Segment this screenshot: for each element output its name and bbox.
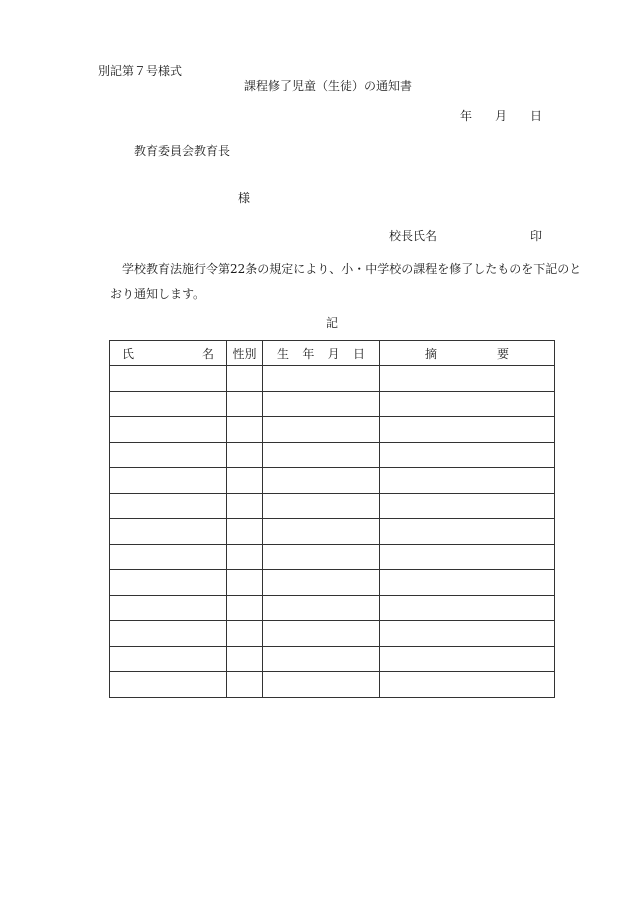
sex-cell xyxy=(227,391,263,417)
table-row xyxy=(110,468,555,494)
name-cell xyxy=(110,595,227,621)
notes-cell xyxy=(380,672,555,698)
sex-cell xyxy=(227,519,263,545)
birthdate-cell xyxy=(263,366,380,392)
table-row xyxy=(110,519,555,545)
header-dob-char: 年 xyxy=(302,346,315,361)
body-text-line-1: 学校教育法施行令第22条の規定により、小・中学校の課程を修了したものを下記のと xyxy=(122,262,582,276)
table-row xyxy=(110,646,555,672)
notes-cell xyxy=(380,391,555,417)
table-row xyxy=(110,366,555,392)
table-row xyxy=(110,672,555,698)
birthdate-cell xyxy=(263,391,380,417)
sex-cell xyxy=(227,366,263,392)
header-sex: 性別 xyxy=(227,341,263,366)
notes-cell xyxy=(380,544,555,570)
birthdate-cell xyxy=(263,570,380,596)
sex-cell xyxy=(227,417,263,443)
table-row xyxy=(110,391,555,417)
date-month: 月 xyxy=(495,109,508,123)
header-name-char: 氏 xyxy=(122,346,135,361)
notes-cell xyxy=(380,621,555,647)
notes-cell xyxy=(380,646,555,672)
notes-cell xyxy=(380,442,555,468)
name-cell xyxy=(110,391,227,417)
header-dob-char: 月 xyxy=(327,346,340,361)
birthdate-cell xyxy=(263,493,380,519)
name-cell xyxy=(110,442,227,468)
birthdate-cell xyxy=(263,595,380,621)
birthdate-cell xyxy=(263,672,380,698)
header-dob-char: 生 xyxy=(277,346,290,361)
date-day: 日 xyxy=(530,109,543,123)
notes-cell xyxy=(380,493,555,519)
form-number: 別記第７号様式 xyxy=(98,64,183,78)
sex-cell xyxy=(227,595,263,621)
birthdate-cell xyxy=(263,468,380,494)
name-cell xyxy=(110,519,227,545)
notes-cell xyxy=(380,595,555,621)
sex-cell xyxy=(227,468,263,494)
name-cell xyxy=(110,570,227,596)
ki-heading: 記 xyxy=(326,316,339,330)
principal-name-label: 校長氏名 xyxy=(389,229,438,243)
header-name xyxy=(110,341,227,366)
student-table xyxy=(109,340,555,698)
sex-cell xyxy=(227,672,263,698)
addressee: 教育委員会教育長 xyxy=(134,144,231,158)
document-title: 課程修了児童（生徒）の通知書 xyxy=(244,79,413,93)
name-cell xyxy=(110,468,227,494)
table-header-row xyxy=(110,341,555,366)
table-row xyxy=(110,544,555,570)
name-cell xyxy=(110,646,227,672)
name-cell xyxy=(110,417,227,443)
sex-cell xyxy=(227,570,263,596)
birthdate-cell xyxy=(263,621,380,647)
date-year: 年 xyxy=(460,109,473,123)
honorific: 様 xyxy=(238,191,251,205)
birthdate-cell xyxy=(263,544,380,570)
name-cell xyxy=(110,672,227,698)
notes-cell xyxy=(380,417,555,443)
name-cell xyxy=(110,621,227,647)
header-birthdate xyxy=(263,341,380,366)
table-row xyxy=(110,595,555,621)
notes-cell xyxy=(380,570,555,596)
table-row xyxy=(110,570,555,596)
header-name-char: 名 xyxy=(201,346,214,361)
table-row xyxy=(110,417,555,443)
name-cell xyxy=(110,366,227,392)
seal-mark: 印 xyxy=(530,229,543,243)
notes-cell xyxy=(380,519,555,545)
body-text-line-2: おり通知します。 xyxy=(110,287,206,301)
birthdate-cell xyxy=(263,646,380,672)
sex-cell xyxy=(227,493,263,519)
name-cell xyxy=(110,493,227,519)
header-notes-char: 要 xyxy=(496,346,509,361)
sex-cell xyxy=(227,544,263,570)
birthdate-cell xyxy=(263,519,380,545)
birthdate-cell xyxy=(263,442,380,468)
table-row xyxy=(110,621,555,647)
sex-cell xyxy=(227,442,263,468)
name-cell xyxy=(110,544,227,570)
table-row xyxy=(110,493,555,519)
date-line xyxy=(460,109,542,123)
table-row xyxy=(110,442,555,468)
sex-cell xyxy=(227,621,263,647)
header-notes xyxy=(380,341,555,366)
header-notes-char: 摘 xyxy=(425,346,438,361)
notes-cell xyxy=(380,366,555,392)
birthdate-cell xyxy=(263,417,380,443)
notes-cell xyxy=(380,468,555,494)
header-dob-char: 日 xyxy=(352,346,365,361)
sex-cell xyxy=(227,646,263,672)
